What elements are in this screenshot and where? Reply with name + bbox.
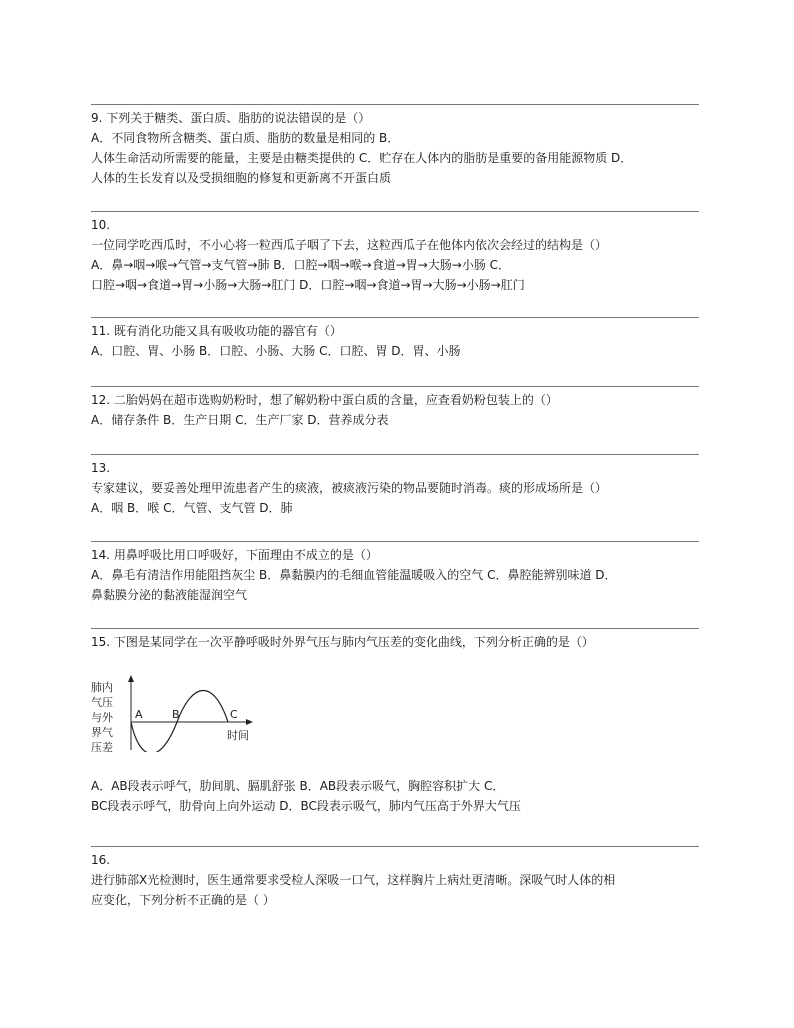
option-text: A．咽 B．喉 C．气管、支气管 D．肺 [91, 501, 293, 515]
question-13 [91, 454, 699, 518]
question-10 [91, 211, 699, 295]
pressure-difference-graph [91, 672, 281, 752]
option-text: A．口腔、胃、小肠 B．口腔、小肠、大肠 C．口腔、胃 D．胃、小肠 [91, 344, 461, 358]
ylabel-line: 压差 [91, 741, 113, 752]
divider [91, 454, 699, 455]
question-16 [91, 846, 699, 910]
question-text: 11. 既有消化功能又具有吸收功能的器官有（） [91, 324, 342, 338]
ylabel-line: 与外 [91, 711, 113, 724]
question-number: 16. [91, 853, 111, 867]
divider [91, 211, 699, 212]
y-axis-arrow [128, 675, 134, 682]
question-15 [91, 628, 699, 652]
option-text: BC段表示呼气，肋骨向上向外运动 D．BC段表示吸气，肺内气压高于外界大气压 [91, 799, 521, 813]
ylabel-line: 界气 [91, 726, 113, 739]
question-15-options [91, 776, 699, 816]
point-label-b: B [172, 708, 180, 721]
question-text: 应变化，下列分析不正确的是（ ） [91, 893, 275, 907]
divider [91, 386, 699, 387]
divider [91, 628, 699, 629]
option-text: 鼻黏膜分泌的黏液能湿润空气 [91, 588, 248, 602]
question-12 [91, 386, 699, 430]
divider [91, 541, 699, 542]
pressure-curve [131, 691, 228, 753]
option-text: A．鼻→咽→喉→气管→支气管→肺 B．口腔→咽→喉→食道→胃→大肠→小肠 C． [91, 258, 511, 272]
option-text: 人体的生长发育以及受损细胞的修复和更新离不开蛋白质 [91, 171, 392, 185]
x-axis-arrow [246, 719, 253, 725]
ylabel-line: 肺内 [91, 681, 113, 694]
question-14 [91, 541, 699, 605]
question-text: 一位同学吃西瓜时，不小心将一粒西瓜子咽了下去，这粒西瓜子在他体内依次会经过的结构是（） [91, 238, 608, 252]
divider [91, 104, 699, 105]
option-text: 口腔→咽→食道→胃→小肠→大肠→肛门 D．口腔→咽→食道→胃→大肠→小肠→肛门 [91, 278, 525, 292]
option-text: A．不同食物所含糖类、蛋白质、脂肪的数量是相同的 B． [91, 131, 400, 145]
question-number: 13. [91, 461, 111, 475]
question-9 [91, 104, 699, 188]
x-axis-label: 时间 [227, 729, 249, 742]
question-text: 9. 下列关于糖类、蛋白质、脂肪的说法错误的是（） [91, 111, 371, 125]
point-label-a: A [135, 708, 143, 721]
question-text: 12. 二胎妈妈在超市选购奶粉时，想了解奶粉中蛋白质的含量，应查看奶粉包装上的（） [91, 393, 558, 407]
ylabel-line: 气压 [91, 696, 113, 709]
option-text: 人体生命活动所需要的能量，主要是由糖类提供的 C．贮存在人体内的脂肪是重要的备用能源物质 D． [91, 151, 633, 165]
option-text: A．储存条件 B．生产日期 C．生产厂家 D．营养成分表 [91, 413, 389, 427]
question-text: 14. 用鼻呼吸比用口呼吸好，下面理由不成立的是（） [91, 548, 378, 562]
question-text: 进行肺部X光检测时，医生通常要求受检人深吸一口气，这样胸片上病灶更清晰。深吸气时人体的相 [91, 873, 616, 887]
graph-ylabel [91, 680, 114, 752]
question-11 [91, 317, 699, 361]
option-text: A．鼻毛有清洁作用能阻挡灰尘 B．鼻黏膜内的毛细血管能温暖吸入的空气 C．鼻腔能辨别味道 D． [91, 568, 617, 582]
question-text: 专家建议，要妥善处理甲流患者产生的痰液，被痰液污染的物品要随时消毒。痰的形成场所是（） [91, 481, 608, 495]
point-label-c: C [230, 708, 238, 721]
question-number: 10. [91, 218, 111, 232]
option-text: A．AB段表示呼气，肋间肌、膈肌舒张 B．AB段表示吸气，胸腔容积扩大 C． [91, 779, 505, 793]
divider [91, 317, 699, 318]
question-text: 15. 下图是某同学在一次平静呼吸时外界气压与肺内气压差的变化曲线，下列分析正确的是（） [91, 635, 594, 649]
divider [91, 846, 699, 847]
